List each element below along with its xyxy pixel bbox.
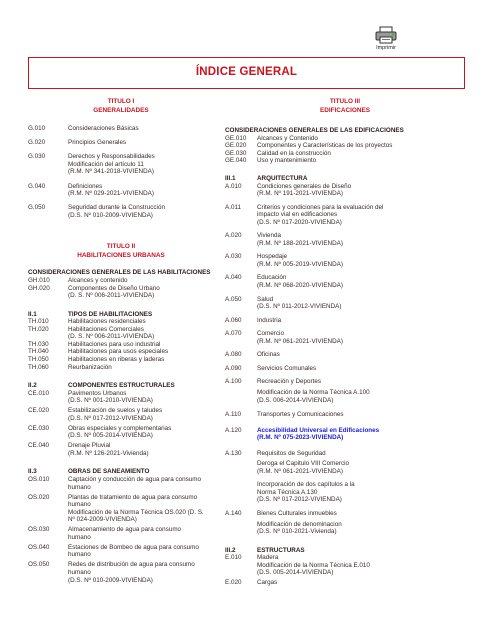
entry-title: Salud [257, 295, 274, 303]
index-entry [28, 561, 214, 584]
entry-code: A.020 [225, 232, 242, 240]
entry-title: Redes de distribución de agua para consumo [68, 561, 195, 569]
index-entry [28, 476, 214, 491]
entry-title: Almacenamiento de agua para consumo [68, 526, 182, 534]
title-ii-heading: TITULO II HABILITACIONES URBANAS [77, 243, 165, 259]
entry-code: A.050 [225, 295, 242, 303]
entry-title: Criterios y condiciones para la evaluación del [257, 203, 384, 211]
os-list [28, 476, 214, 584]
th-list [28, 318, 214, 371]
entry-code: TH.040 [28, 348, 49, 356]
entry-a110: A.110 Transportes y Comunicaciones [225, 411, 344, 419]
index-entry [225, 351, 465, 359]
index-entry [225, 365, 465, 373]
printer-icon [375, 26, 397, 44]
entry-line: Modificación de la Norma Técnica OS.020 (D. S. [68, 508, 204, 516]
entry-line: Incorporación de dos capítulos a la [257, 481, 355, 489]
entry-line: (D.S. Nº 001-2010-VIVIENDA) [68, 397, 153, 405]
entry-title: Vivienda [257, 232, 282, 240]
section-ii3-heading: II.3 OBRAS DE SANEAMIENTO [28, 468, 150, 476]
index-entry [225, 183, 465, 198]
entry-code: GE.040 [225, 157, 247, 165]
index-entry [28, 425, 214, 440]
title-box [28, 57, 465, 89]
entry-code: A.030 [225, 253, 242, 261]
entry-title: Definiciones [68, 182, 103, 190]
entry-code: GE.030 [225, 149, 247, 157]
entry-line: (D.S. Nº 011-2012-VIVIENDA) [257, 303, 342, 311]
entry-code: A.060 [225, 316, 242, 324]
entry-code: OS.010 [28, 476, 50, 484]
entry-line: (D.S. 005-2014-VIVIENDA) [257, 569, 334, 577]
index-entry [28, 204, 214, 219]
entry-a120: A.120 Accesibilidad Universal en Edificaciones [225, 426, 380, 434]
entry-title: Industria [257, 316, 282, 324]
generalidades-list [28, 125, 214, 219]
entry-line: (R.M. Nº 061-2021-VIVIENDA) [257, 467, 343, 475]
entry-code: GE.020 [225, 142, 247, 150]
section-iii1-heading: III.1 ARQUITECTURA [225, 175, 308, 183]
index-entry [28, 348, 214, 356]
entry-title: Habilitaciones para uso industrial [68, 340, 161, 348]
index-entry [225, 274, 465, 289]
entry-line: (R.M. Nº 061-2021-VIVIENDA) [257, 337, 343, 345]
entry-line: Norma Técnica A.130 [257, 488, 318, 496]
entry-line: (R.M. Nº 188-2021-VIVIENDA) [257, 239, 343, 247]
entry-line: Deroga el Capitulo VIII Comercio [257, 460, 350, 468]
entry-line: (D.S. Nº 010-2009-VIVIENDA) [68, 211, 153, 219]
index-entry [225, 253, 465, 268]
index-entry [28, 125, 214, 133]
entry-line: (R.M. Nº 126-2021-Vivienda) [68, 449, 149, 457]
entry-title: Componentes y Características de los proyectos [257, 142, 393, 150]
entry-line: humano [68, 501, 91, 509]
entry-title: Hospedaje [257, 253, 288, 261]
entry-code: TH.050 [28, 355, 49, 363]
entry-code: A.010 [225, 182, 242, 190]
entry-title: Condiciones generales de Diseño [257, 182, 352, 190]
print-button[interactable] [370, 26, 402, 56]
entry-code: CE.030 [28, 424, 50, 432]
section-ii2-heading: II.2 COMPONENTES ESTRUCTURALES [28, 382, 175, 390]
ge-list [225, 135, 465, 165]
entry-title: Seguridad durante la Construcción [68, 204, 165, 212]
index-entry [225, 142, 465, 150]
entry-line: Modificación de la Norma Técnica E.010 [257, 561, 370, 569]
left-column [28, 98, 214, 584]
entry-line: humano [68, 569, 91, 577]
entry-line: (D.S. Nº 005-2014-VIVIENDA) [68, 432, 153, 440]
entry-title: Habilitaciones residenciales [68, 318, 146, 326]
entry-title: Calidad en la construcción [257, 149, 331, 157]
entry-line: (D.S. 006-2014-VIVIENDA) [257, 396, 334, 404]
index-entry [28, 544, 214, 559]
entry-line: (D.S. Nº 017-2012-VIVIENDA) [257, 496, 342, 504]
index-entry [28, 153, 214, 176]
entry-code: OS.040 [28, 543, 50, 551]
entry-title: Educación [257, 274, 287, 282]
entry-line: (D.S. Nº 017-2020-VIVIENDA) [257, 218, 342, 226]
entry-title: Consideraciones Básicas [68, 125, 139, 133]
index-entry [28, 285, 214, 300]
section-iii2-heading: III.2 ESTRUCTURAS [225, 546, 305, 554]
gh-list [28, 277, 214, 300]
index-entry [225, 135, 465, 143]
entry-code: GH.010 [28, 277, 50, 285]
entry-title: Habilitaciones para usos especiales [68, 348, 169, 356]
entry-title: Servicios Comunales [257, 364, 317, 372]
index-entry [28, 356, 214, 364]
entry-line: (D. S. Nº 006-2011-VIVIENDA) [68, 333, 155, 341]
entry-code: A.011 [225, 203, 241, 211]
entry-e010: E.010 Madera [225, 554, 279, 562]
entry-title: Reurbanización [68, 363, 112, 371]
entry-title: Uso y mantenimiento [257, 157, 317, 165]
entry-line: (D. S. Nº 006-2011-VIVIENDA) [68, 292, 155, 300]
title-iii-heading: TITULO III EDIFICACIONES [319, 98, 371, 114]
page-title: ÍNDICE GENERAL [195, 66, 298, 79]
entry-e020: E.020 Cargas [225, 578, 278, 586]
entry-code: CE.040 [28, 442, 50, 450]
entry-line: Nº 024-2009-VIVIENDA) [68, 516, 137, 524]
index-entry [28, 526, 214, 541]
entry-code: G.020 [28, 139, 46, 147]
entry-code: TH.010 [28, 318, 49, 326]
index-entry [28, 318, 214, 326]
entry-title: Habilitaciones Comerciales [68, 325, 144, 333]
entry-code: G.050 [28, 204, 46, 212]
entry-line: (R.M. Nº 191-2021-VIVIENDA) [257, 190, 343, 198]
entry-title: Pavimentos Urbanos [68, 389, 127, 397]
index-entry [28, 494, 214, 524]
entry-code: OS.050 [28, 561, 50, 569]
entry-line: (R.M. Nº 068-2020-VIVIENDA) [257, 282, 343, 290]
index-entry [28, 407, 214, 422]
entry-line: (R.M. Nº 029-2021-VIVIENDA) [68, 190, 154, 198]
entry-line: (R.M. Nº 341-2018-VIVIENDA) [68, 168, 154, 176]
entry-line: Modificación de la Norma Técnica A.100 [257, 388, 370, 396]
entry-line: humano [68, 483, 91, 491]
entry-title: Plantas de tratamiento de agua para consumo [68, 493, 198, 501]
entry-line: (R.M. Nº 075-2023-VIVIENDA) [257, 434, 344, 442]
entry-line: (D.S. Nº 010-2009-VIVIENDA) [68, 576, 153, 584]
entry-code: G.010 [28, 125, 46, 133]
entry-title: Comercio [257, 330, 284, 338]
entry-line: (D.S. Nº 017-2012-VIVIENDA) [68, 414, 153, 422]
entry-title: Derechos y Responsabilidades [68, 153, 155, 161]
entry-title: Estaciones de Bombeo de agua para consumo [68, 543, 199, 551]
entry-line: humano [68, 533, 91, 541]
entry-title: Drenaje Pluvial [68, 442, 111, 450]
arquitectura-list [225, 183, 465, 373]
index-entry [225, 204, 465, 227]
entry-code: TH.060 [28, 363, 49, 371]
entry-title: Habilitaciones en riberas y laderas [68, 355, 165, 363]
entry-title: Alcances y contenido [68, 277, 128, 285]
entry-code: OS.030 [28, 526, 50, 534]
entry-title: Captación y conducción de agua para consumo [68, 476, 202, 484]
index-entry [28, 341, 214, 349]
entry-a140: A.140 Bienes Culturales inmuebles [225, 509, 337, 517]
title-i-heading: TITULO I GENERALIDADES [93, 98, 149, 114]
index-entry [28, 277, 214, 285]
index-entry [28, 326, 214, 341]
entry-code: A.070 [225, 330, 242, 338]
entry-a100: A.100 Recreación y Deportes [225, 378, 322, 386]
index-entry [28, 442, 214, 457]
entry-code: TH.030 [28, 340, 49, 348]
index-entry [225, 232, 465, 247]
index-entry [225, 296, 465, 311]
index-entry [28, 364, 214, 372]
habilitaciones-general-heading: CONSIDERACIONES GENERALES DE LAS HABILITACIONES [28, 269, 211, 277]
entry-code: GH.020 [28, 284, 50, 292]
index-entry [28, 139, 214, 147]
entry-code: A.090 [225, 364, 242, 372]
entry-title: Alcances y Contenido [257, 134, 318, 142]
entry-line: Modificación de denominacion [257, 520, 342, 528]
index-entry [28, 183, 214, 198]
index-entry [28, 390, 214, 405]
entry-code: G.040 [28, 182, 46, 190]
entry-code: A.080 [225, 351, 242, 359]
entry-code: A.040 [225, 274, 242, 282]
edificaciones-general-heading: CONSIDERACIONES GENERALES DE LAS EDIFICACIONES [225, 127, 404, 135]
section-ii1-heading: II.1 TIPOS DE HABILITACIONES [28, 310, 153, 318]
index-entry [225, 330, 465, 345]
entry-code: TH.020 [28, 325, 49, 333]
entry-title: Estabilización de suelos y taludes [68, 407, 163, 415]
entry-title: Obras especiales y complementarias [68, 424, 172, 432]
entry-line: (D.S. Nº 010-2021-Vivienda) [257, 528, 337, 536]
entry-code: OS.020 [28, 493, 50, 501]
ce-list [28, 390, 214, 458]
entry-code: CE.010 [28, 389, 50, 397]
print-label: Imprimir [376, 45, 396, 51]
entry-title: Principios Generales [68, 139, 127, 147]
index-entry [225, 317, 465, 325]
index-entry [225, 150, 465, 158]
entry-title: Oficinas [257, 351, 280, 359]
entry-code: GE.010 [225, 134, 247, 142]
entry-line: Modificación del artículo 11 [68, 160, 144, 168]
index-entry [225, 157, 465, 165]
right-column [225, 98, 465, 586]
entry-line: humano [68, 551, 91, 559]
entry-a130: A.130 Requisitos de Seguridad [225, 449, 326, 457]
entry-line: (R.M. Nº 005-2019-VIVIENDA) [257, 260, 343, 268]
entry-line: impacto vial en edificaciones [257, 211, 338, 219]
entry-code: G.030 [28, 153, 46, 161]
entry-title: Componentes de Diseño Urbano [68, 284, 160, 292]
entry-code: CE.020 [28, 407, 50, 415]
